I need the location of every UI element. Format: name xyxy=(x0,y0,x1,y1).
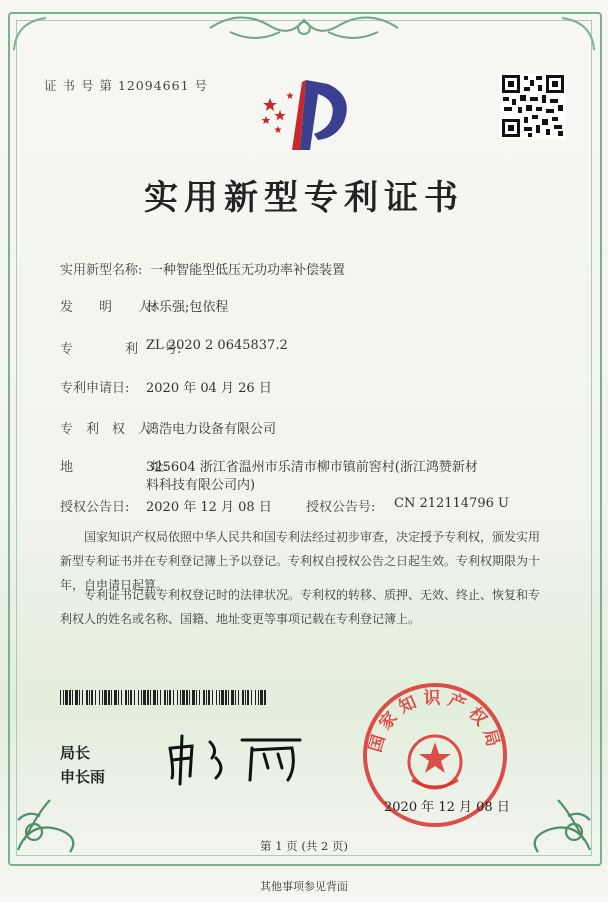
patentee-label: 专 利 权 人: xyxy=(60,422,156,437)
announcement-date-value: 2020 年 12 月 08 日 xyxy=(146,500,272,515)
announcement-number-value: CN 212114796 U xyxy=(394,496,509,511)
seal-text: 国家知识产权局 xyxy=(365,688,505,755)
grant-statement: 国家知识产权局依照中华人民共和国专利法经过初步审查，决定授予专利权，颁发实用新型专利证书并在专利登记簿上予以登记。专利权自授权公告之日起生效。专利权期限为十年，自申请日起算。 xyxy=(60,530,541,592)
cnipa-logo-icon xyxy=(256,70,356,160)
patentee-value: 鸿浩电力设备有限公司 xyxy=(146,422,277,437)
director-signature-icon xyxy=(160,728,310,788)
announcement-date-label: 授权公告日: xyxy=(60,500,130,515)
address-label: 地 址: xyxy=(60,460,169,475)
application-date-value: 2020 年 04 月 26 日 xyxy=(146,381,272,396)
announcement-number-label: 授权公告号: xyxy=(306,500,376,515)
application-date-label: 专利申请日: xyxy=(60,381,130,396)
seal-date: 2020 年 12 月 08 日 xyxy=(384,800,510,815)
address-line-2: 料科技有限公司内) xyxy=(146,478,256,493)
certificate-number: 证 书 号 第 12094661 号 xyxy=(44,78,208,93)
inventor-value: 林乐强;包依程 xyxy=(146,300,229,315)
corner-ornament-top-left xyxy=(10,14,50,54)
page-number: 第 1 页 (共 2 页) xyxy=(260,839,348,853)
patent-number-value: ZL 2020 2 0645837.2 xyxy=(146,338,288,353)
qr-code-icon xyxy=(500,73,566,139)
barcode-icon xyxy=(60,690,268,705)
address-line-1: 325604 浙江省温州市乐清市柳市镇前窖村(浙江鸿赞新材 xyxy=(146,460,478,475)
certificate-title: 实用新型专利证书 xyxy=(144,178,464,218)
back-note: 其他事项参见背面 xyxy=(260,880,348,893)
patent-number-label: 专 利 号: xyxy=(60,342,182,357)
inventor-label: 发 明 人: xyxy=(60,300,156,315)
utility-model-name-value: 一种智能型低压无功功率补偿装置 xyxy=(150,263,346,278)
director-title: 局长 xyxy=(60,744,91,762)
utility-model-name-label: 实用新型名称: xyxy=(60,263,143,278)
director-name: 申长雨 xyxy=(60,768,106,786)
top-ornament xyxy=(200,8,408,48)
legal-status-statement: 专利证书记载专利权登记时的法律状况。专利权的转移、质押、无效、终止、恢复和专利权人的姓名或名称、国籍、地址变更等事项记载在专利登记簿上。 xyxy=(60,588,541,626)
corner-ornament-top-right xyxy=(558,14,598,54)
